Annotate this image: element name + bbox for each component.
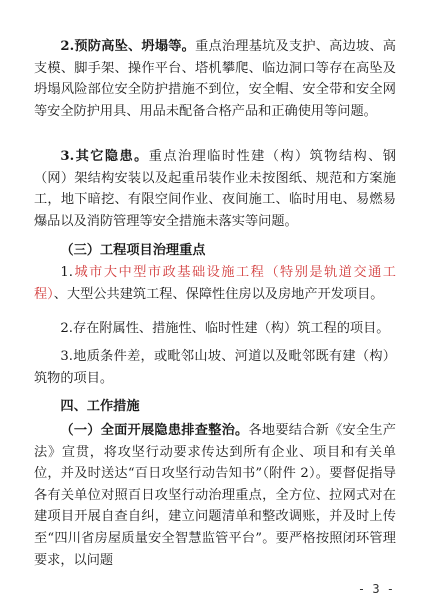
section-heading-measures: 四、工作措施 xyxy=(60,399,140,414)
highlighted-text: 城市大中型市政基础设施工程（特别是轨道交通工程） xyxy=(34,265,396,302)
page-number: - 3 - xyxy=(357,582,394,596)
paragraph-other-hazards xyxy=(34,146,396,232)
paragraph-fall-prevention xyxy=(34,36,396,122)
paragraph-lead: 2.预防高坠、坍塌等。 xyxy=(60,39,196,54)
list-item-text: 、大型公共建筑工程、保障性住房以及房地产开发项目。 xyxy=(53,286,384,302)
paragraph-body: 重点治理临时性建（构）筑物结构、钢（网）架结构安装以及起重吊装作业未按图纸、规范和方案施工，地下暗挖、有限空间作业、夜间施工、临时用电、易燃易爆品以及消防管理等安全措施未落实等问题。 xyxy=(34,149,396,229)
list-item-geology-projects: 3.地质条件差，或毗邻山坡、河道以及毗邻既有建（构）筑物的项目。 xyxy=(34,349,396,386)
list-item-number: 1. xyxy=(60,265,73,280)
paragraph-lead: 3.其它隐患。 xyxy=(60,149,149,164)
list-item-municipal-projects xyxy=(34,262,396,305)
paragraph-body: 重点治理基坑及支护、高边坡、高支模、脚手架、操作平台、塔机攀爬、临边洞口等存在高坠及坍塌风险部位安全防护措施不到位，安全帽、安全带和安全网等安全防护用具、用品未配备合格产品和正确使用等问题。 xyxy=(34,39,396,119)
paragraph-body: 各地要结合新《安全生产法》宣贯，将攻坚行动要求传达到所有企业、项目和有关单位，并及时送达“百日攻坚行动告知书”（附件 2）。要督促指导各有关单位对照百日攻坚行动治理重点，全方位、拉网式对在建项目开展自查自纠，建立问题清单和整改调账，并及时上传至“四川省房屋质量安全智慧监管平台”。要严格按照闭环管理要求，以问题 xyxy=(34,423,396,568)
list-item-auxiliary-projects: 2.存在附属性、措施性、临时性建（构）筑工程的项目。 xyxy=(60,321,390,336)
section-heading-project-focus: （三）工程项目治理重点 xyxy=(60,243,206,258)
paragraph-hazard-investigation xyxy=(34,420,396,571)
paragraph-lead: （一）全面开展隐患排查整治。 xyxy=(60,423,249,438)
